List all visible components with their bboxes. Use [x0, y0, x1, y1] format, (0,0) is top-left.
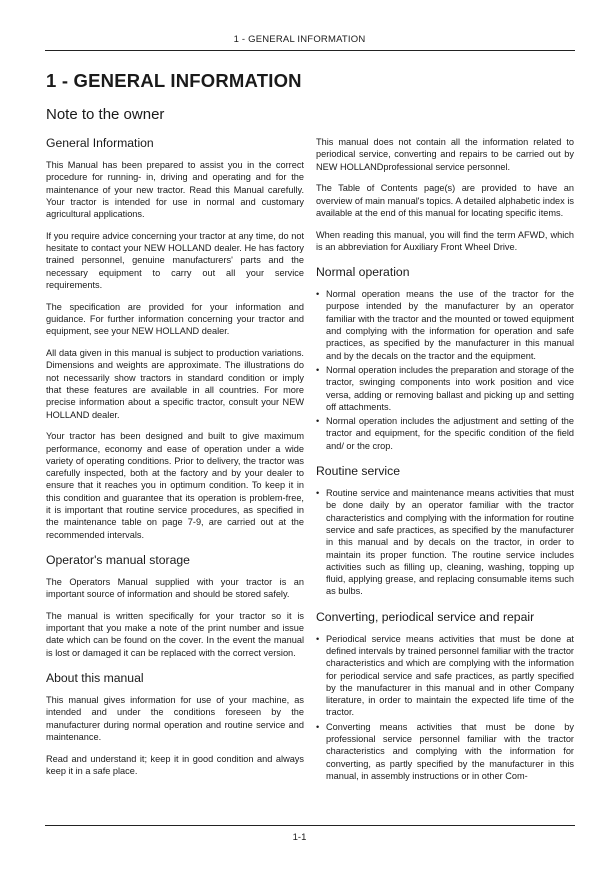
converting-list [316, 633, 574, 783]
general-info-heading: General Information [46, 136, 154, 150]
routine-service-list [316, 487, 574, 598]
intro-paragraph: This manual does not contain all the information related to periodical service, converting and repairs to be carried out by NEW HOLLANDprofessional service personnel. [316, 137, 574, 172]
intro-paragraph: When reading this manual, you will find the term AFWD, which is an abbreviation for Auxiliary Front Wheel Drive. [316, 229, 574, 252]
left-column [46, 136, 304, 787]
header-rule [45, 50, 575, 51]
normal-operation-heading: Normal operation [316, 265, 410, 280]
chapter-title: 1 - GENERAL INFORMATION [46, 70, 302, 91]
page-number: 1-1 [292, 832, 307, 843]
list-item: • Converting means activities that must be done by professional service personnel familiar with the tractor characteristics and complying with the information for converting, as partly specified by the manufacturer in this manual, in assembly instructions or in other Com- [316, 721, 574, 782]
list-item: • Normal operation includes the preparation and storage of the tractor, swinging components into work position and vice versa, adding or removing ballast and picking up and setting off attachments. [316, 364, 574, 413]
converting-heading: Converting, periodical service and repair [316, 609, 535, 624]
list-item: • Normal operation means the use of the tractor for the purpose intended by the manufacturer by an operator familiar with the tractor and the mounted or towed equipment and complying with the information for operation and safe practices, as specified by the manufacturer in this manual and by the decals on the tractor and the equipment. [316, 288, 574, 362]
normal-operation-list [316, 288, 574, 452]
general-info-paragraph: The specification are provided for your information and guidance. For further information concerning your tractor and equipment, see your NEW HOLLAND dealer. [46, 301, 304, 337]
section-title: Note to the owner [46, 106, 165, 123]
storage-paragraph: The Operators Manual supplied with your tractor is an important source of information and should be stored safely. [46, 576, 304, 600]
general-info-paragraph: All data given in this manual is subject to production variations. Dimensions and weights are approximate. The illustrations do not necessarily show tractors in standard condition or imply that these features are available in all countries. For more precise information about a specific tractor, consult your NEW HOLLAND dealer. [46, 348, 304, 420]
general-info-paragraph: Your tractor has been designed and built to give maximum performance, economy and ease of operation under a wide variety of operating conditions. Prior to delivery, the tractor was carefully inspected, both at the factory and by your dealer to ensure that it reaches you in optimum condition. To keep it in this condition and guarantee that its operation is problem-free, it is important that routine service procedures, as specified in the maintenance table on page 7-9, are carried out at the recommended intervals. [46, 431, 304, 540]
about-heading: About this manual [46, 671, 144, 686]
running-header: 1 - GENERAL INFORMATION [233, 34, 366, 45]
intro-paragraph: The Table of Contents page(s) are provided to have an overview of main manual's topics. A detailed alphabetic index is available at the end of this manual for locating specific items. [316, 183, 574, 218]
general-info-paragraph: This Manual has been prepared to assist you in the correct procedure for running- in, driving and operating and for the maintenance of your new tractor. Read this Manual carefully. Your tractor is intended for use in normal and customary agricultural applications. [46, 160, 304, 220]
footer-rule [45, 825, 575, 826]
storage-paragraph: The manual is written specifically for your tractor so it is important that you make a note of the print number and issue date which can be found on the cover. In the event the manual is lost or damaged it can be replaced with the correct version. [46, 610, 304, 658]
storage-heading: Operator's manual storage [46, 552, 190, 567]
list-item: • Normal operation includes the adjustment and setting of the tractor and equipment, for the specific condition of the field and/ or the crop. [316, 415, 574, 452]
about-paragraph: This manual gives information for use of your machine, as intended and under the conditions foreseen by the manufacturer during normal operation and routine service and maintenance. [46, 695, 304, 742]
about-paragraph: Read and understand it; keep it in good condition and always keep it in a safe place. [46, 753, 304, 776]
list-item: • Periodical service means activities that must be done at defined intervals by trained personnel familiar with the tractor characteristics and which are complying with the information for periodical service and safe practices, as partly specified by the manufacturer in this manual and in other Company literature, in order to maintain the expected life time of the tractor. [316, 633, 574, 719]
list-item: • Routine service and maintenance means activities that must be done daily by an operator familiar with the tractor characteristics and complying with the information for routine service and safe practices, as specified by the manufacturer in this manual and by decals on the tractor, in order to maintain its proper function. The routine service includes activities such as filling up, cleaning, washing, topping up fluid, applying grease, and replacing consumable items such as bulbs. [316, 487, 574, 598]
general-info-paragraph: If you require advice concerning your tractor at any time, do not hesitate to contact your NEW HOLLAND dealer. He has factory trained personnel, genuine manufacturers' parts and the necessary equipment to carry out all your service requirements. [46, 230, 304, 291]
right-column [316, 136, 574, 784]
routine-service-heading: Routine service [316, 464, 400, 479]
